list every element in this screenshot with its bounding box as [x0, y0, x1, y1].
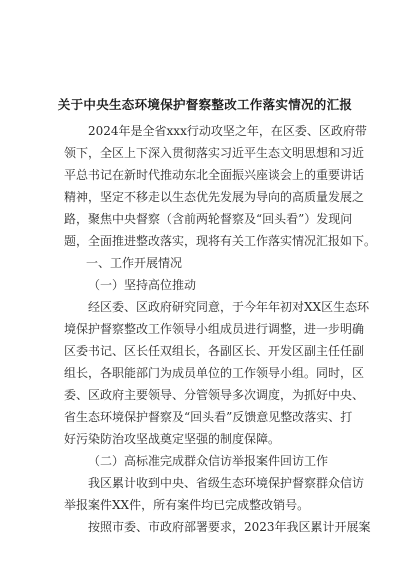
- sub1-line-7: 好污染防治攻坚战奠定坚强的制度保障。: [64, 432, 281, 446]
- sub1-line-5: 委、区政府主要领导、分管领导多次调度，为抓好中央、: [64, 388, 365, 402]
- intro-line-2: 领下，全区上下深入贯彻落实习近平生态文明思想和习近: [64, 146, 365, 160]
- document-title: 关于中央生态环境保护督察整改工作落实情况的汇报: [57, 97, 353, 112]
- subsection-heading-1: （一）坚持高位推动: [88, 278, 197, 292]
- sub2-continue-line: 按照市委、市政府部署要求，2023年我区累计开展案: [88, 520, 371, 534]
- sub1-line-2: 境保护督察整改工作领导小组成员进行调整，进一步明确: [64, 322, 365, 336]
- intro-line-3: 平总书记在新时代推动东北全面振兴座谈会上的重要讲话: [64, 168, 365, 182]
- intro-line-6: 题，全面推进整改落实，现将有关工作落实情况汇报如下。: [64, 234, 377, 248]
- sub2-line-2: 举报案件XX件，所有案件均已完成整改销号。: [64, 498, 310, 512]
- intro-line-4: 精神，坚定不移走以生态优先发展为导向的高质量发展之: [64, 190, 365, 204]
- sub1-line-4: 组长，各职能部门为成员单位的工作领导小组。同时，区: [64, 366, 365, 380]
- sub1-line-6: 省生态环境保护督察及“回头看”反馈意见整改落实、打: [64, 410, 353, 424]
- subsection-heading-2: （二）高标准完成群众信访举报案件回访工作: [88, 454, 329, 468]
- sub1-line-1: 经区委、区政府研究同意，于今年年初对XX区生态环: [88, 300, 370, 314]
- intro-line-1: 2024年是全省xxx行动攻坚之年，在区委、区政府带: [88, 124, 367, 138]
- section-heading: 一、工作开展情况: [86, 256, 183, 270]
- sub1-line-3: 区委书记、区长任双组长，各副区长、开发区副主任任副: [64, 344, 365, 358]
- sub2-line-1: 我区累计收到中央、省级生态环境保护督察群众信访: [88, 476, 365, 490]
- intro-line-5: 路，聚焦中央督察（含前两轮督察及“回头看”）发现问: [64, 212, 353, 226]
